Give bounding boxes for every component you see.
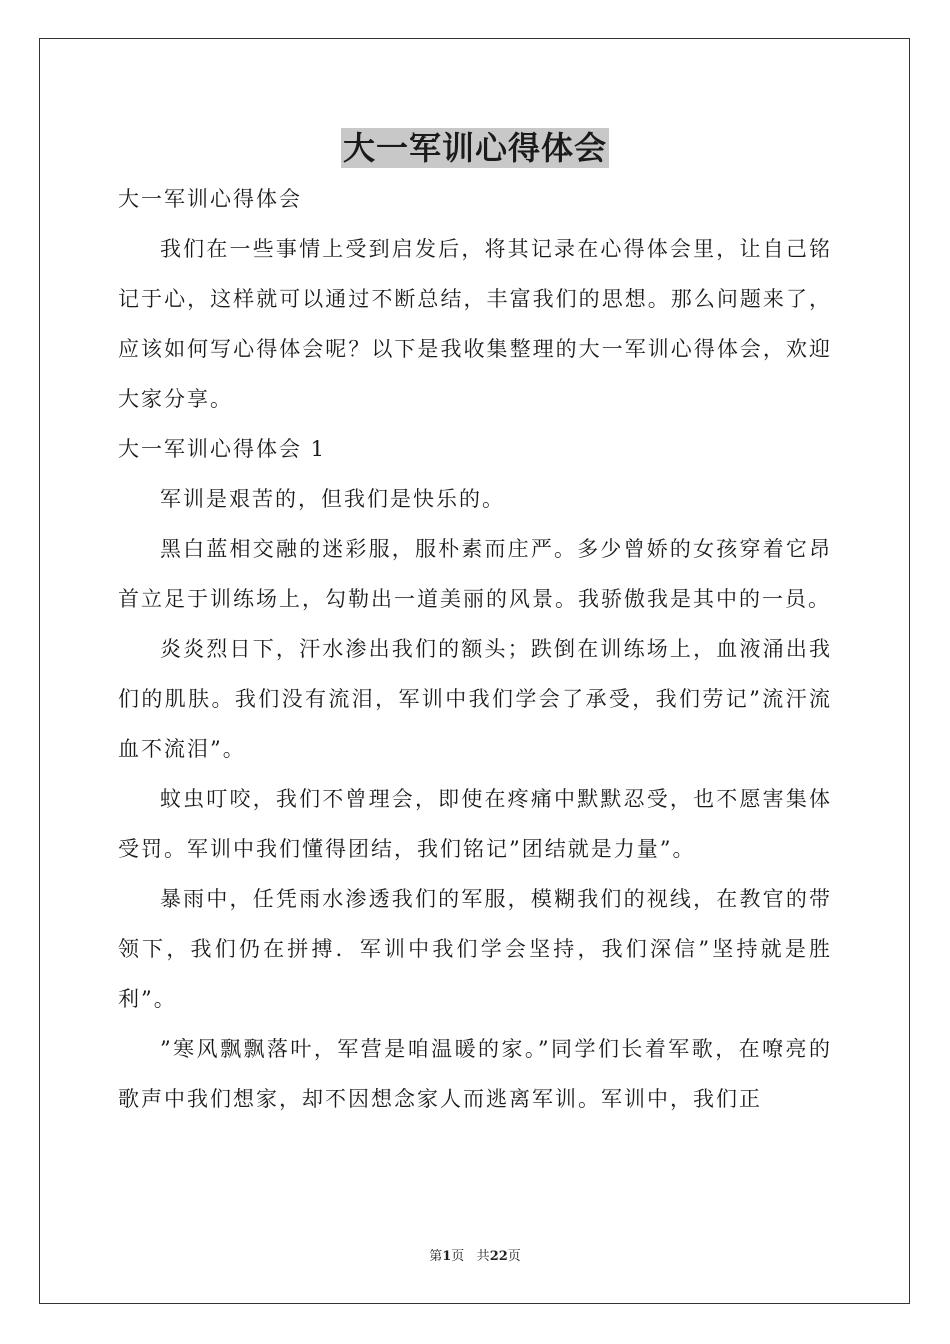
total-page-count: 22	[489, 1249, 508, 1264]
paragraph: 炎炎烈日下，汗水渗出我们的额头；跌倒在训练场上，血液涌出我们的肌肤。我们没有流泪，军训中我们学会了承受，我们劳记”流汗流血不流泪”。	[118, 637, 832, 761]
paragraph: 蚊虫叮咬，我们不曾理会，即使在疼痛中默默忍受，也不愿害集体受罚。军训中我们懂得团结，我们铭记”团结就是力量”。	[118, 787, 832, 861]
paragraph: ”寒风飘飘落叶，军营是咱温暖的家。”同学们长着军歌，在嘹亮的歌声中我们想家，却不因想念家人而逃离军训。军训中，我们正	[118, 1037, 832, 1111]
document-body	[118, 174, 832, 1124]
page-footer	[0, 1248, 950, 1266]
paragraph: 大一军训心得体会 1	[118, 437, 327, 461]
current-page-number: 1	[442, 1249, 452, 1264]
footer-total-suffix: 页	[507, 1249, 521, 1264]
paragraph: 大一军训心得体会	[118, 187, 302, 211]
paragraph: 黑白蓝相交融的迷彩服，服朴素而庄严。多少曾娇的女孩穿着它昂首立足于训练场上，勾勒出一道美丽的风景。我骄傲我是其中的一员。	[118, 537, 832, 611]
title-container	[0, 128, 950, 168]
paragraph: 军训是艰苦的，但我们是快乐的。	[160, 487, 505, 511]
document-title: 大一军训心得体会	[342, 129, 607, 167]
footer-prefix: 第	[429, 1249, 443, 1264]
footer-total-prefix: 共	[476, 1249, 490, 1264]
paragraph: 暴雨中，任凭雨水渗透我们的军服，模糊我们的视线，在教官的带领下，我们仍在拼搏．军训中我们学会坚持，我们深信”坚持就是胜利”。	[118, 887, 832, 1011]
footer-page-suffix: 页	[451, 1249, 465, 1264]
paragraph: 我们在一些事情上受到启发后，将其记录在心得体会里，让自己铭记于心，这样就可以通过不断总结，丰富我们的思想。那么问题来了，应该如何写心得体会呢？以下是我收集整理的大一军训心得体会，欢迎大家分享。	[118, 237, 832, 411]
